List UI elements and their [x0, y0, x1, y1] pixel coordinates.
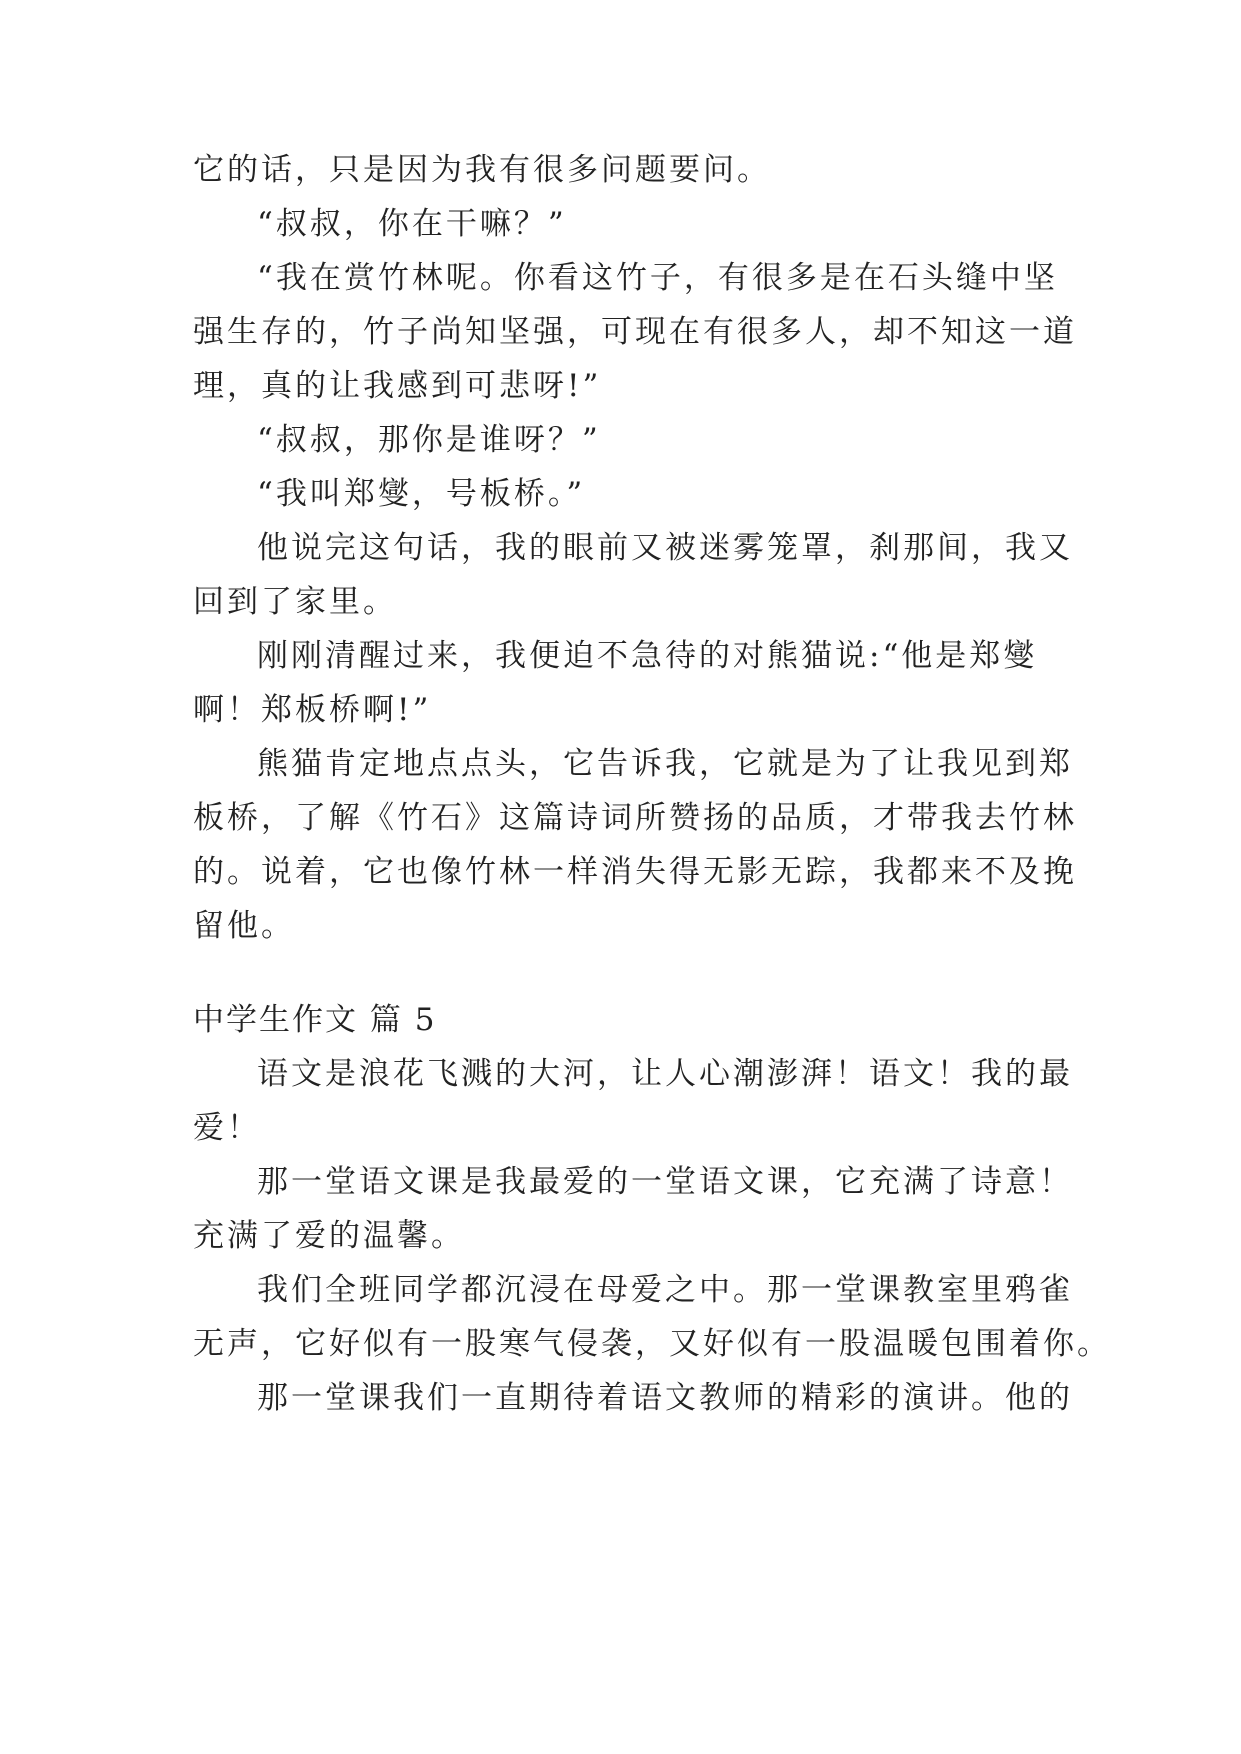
paragraph-line: 语文是浪花飞溅的大河，让人心潮澎湃！语文！我的最 — [257, 1056, 1073, 1092]
paragraph-line: 强生存的，竹子尚知坚强，可现在有很多人，却不知这一道 — [193, 314, 1077, 350]
paragraph-line: 爱！ — [193, 1110, 261, 1146]
paragraph-line: 回到了家里。 — [193, 584, 397, 620]
paragraph-line: 刚刚清醒过来，我便迫不急待的对熊猫说:“他是郑燮 — [257, 638, 1038, 674]
paragraph-line: 啊！郑板桥啊!” — [193, 692, 432, 728]
paragraph-line: 他说完这句话，我的眼前又被迷雾笼罩，刹那间，我又 — [257, 530, 1073, 566]
paragraph-line: “叔叔，你在干嘛？” — [257, 206, 567, 242]
paragraph-line: 板桥，了解《竹石》这篇诗词所赞扬的品质，才带我去竹林 — [193, 800, 1077, 836]
section-heading: 中学生作文 篇 5 — [193, 1002, 437, 1038]
paragraph-line: “我在赏竹林呢。你看这竹子，有很多是在石头缝中坚 — [257, 260, 1058, 296]
paragraph-line: “叔叔，那你是谁呀？” — [257, 422, 601, 458]
paragraph-line: 我们全班同学都沉浸在母爱之中。那一堂课教室里鸦雀 — [257, 1272, 1073, 1308]
paragraph-line: 熊猫肯定地点点头，它告诉我，它就是为了让我见到郑 — [257, 746, 1073, 782]
paragraph-line: 它的话，只是因为我有很多问题要问。 — [193, 152, 771, 188]
paragraph-line: 那一堂语文课是我最爱的一堂语文课，它充满了诗意！ — [257, 1164, 1073, 1200]
paragraph-line: 无声，它好似有一股寒气侵袭，又好似有一股温暖包围着你。 — [193, 1326, 1111, 1362]
paragraph-line: 理，真的让我感到可悲呀!” — [193, 368, 602, 404]
paragraph-line: 充满了爱的温馨。 — [193, 1218, 465, 1254]
paragraph-line: 留他。 — [193, 908, 295, 944]
paragraph-line: “我叫郑燮，号板桥。” — [257, 476, 586, 512]
paragraph-line: 那一堂课我们一直期待着语文教师的精彩的演讲。他的 — [257, 1380, 1073, 1416]
paragraph-line: 的。说着，它也像竹林一样消失得无影无踪，我都来不及挽 — [193, 854, 1077, 890]
